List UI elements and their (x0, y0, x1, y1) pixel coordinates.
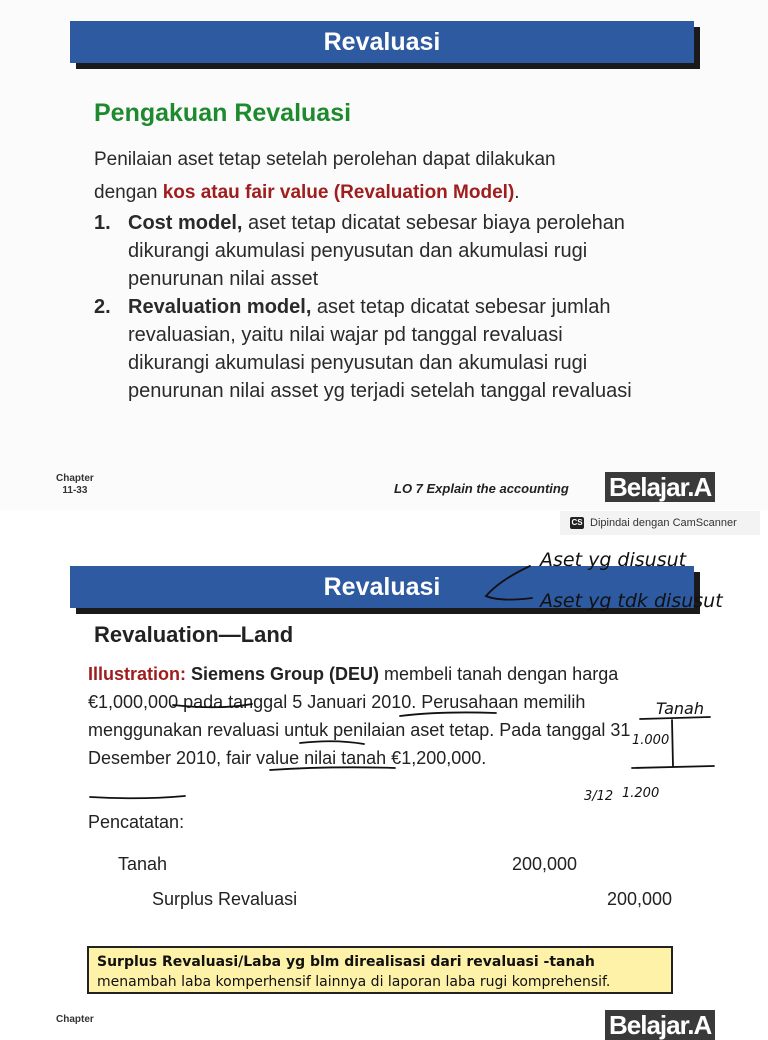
list-item (94, 209, 634, 293)
journal-credit-amount: 200,000 (607, 889, 673, 909)
chapter-word: Chapter (56, 473, 94, 484)
journal-debit-amount: 200,000 (512, 854, 578, 874)
camscanner-watermark (560, 511, 760, 535)
pencatatan-label: Pencatatan: (88, 812, 185, 832)
chapter-number: 11-33 (62, 485, 88, 496)
list-desc: aset tetap dicatat sebesar biaya perolehan dikurangi akumulasi penyusutan dan akumulasi rugi penurunan nilai asset (128, 212, 625, 290)
model-list (94, 209, 634, 405)
list-number: 1. (94, 212, 111, 234)
handwriting-line-1: Aset yg disusut (540, 549, 687, 571)
list-number: 2. (94, 296, 111, 318)
intro-text: dengan (94, 182, 163, 203)
intro-paragraph (94, 143, 654, 209)
chapter-label: Chapter (56, 1014, 94, 1025)
chapter-label (56, 473, 94, 497)
note-line-2: menambah laba komperhensif lainnya di laporan laba rugi komprehensif. (97, 974, 611, 990)
list-item (94, 293, 634, 405)
learning-objective: LO 7 Explain the accounting (394, 481, 569, 496)
intro-highlight: kos atau fair value (Revaluation Model) (162, 182, 515, 203)
list-term: Revaluation model, (128, 296, 312, 318)
handwriting-tanah: Tanah (656, 699, 704, 718)
slide-title: Revaluation—Land (94, 622, 294, 647)
camscanner-text: Dipindai dengan CamScanner (590, 517, 737, 529)
handwriting-line-2: Aset yg tdk disusut (540, 590, 723, 612)
intro-period: . (514, 182, 520, 203)
intro-line-1: Penilaian aset tetap setelah perolehan dapat dilakukan (94, 149, 556, 170)
brand-watermark: Belajar.A (605, 1010, 715, 1040)
handwriting-amount-2: 1.200 (622, 786, 660, 801)
company-name: Siemens Group (DEU) (191, 664, 380, 684)
intro-line-2 (94, 176, 654, 209)
section-title: Pengakuan Revaluasi (94, 99, 352, 127)
slide-banner: Revaluasi (70, 566, 694, 608)
note-box (87, 946, 673, 994)
list-desc: aset tetap dicatat sebesar jumlah revaluasian, yaitu nilai wajar pd tanggal revaluasi dikurangi akumulasi penyusutan dan akumulasi rugi penurunan nilai asset yg terjadi setelah tanggal revaluasi (128, 296, 632, 402)
handwriting-fraction: 3/12 (584, 789, 614, 804)
journal-credit-account: Surplus Revaluasi (152, 889, 298, 909)
brand-watermark: Belajar.A (605, 472, 715, 502)
illustration-text (88, 660, 648, 772)
illustration-body: membeli tanah dengan harga €1,000,000 pada tanggal 5 Januari 2010. Perusahaan memilih menggunakan revaluasi untuk penilaian aset tetap. Pada tanggal 31 Desember 2010, fair value nilai tanah €1,200,000. (88, 664, 631, 768)
slide-banner: Revaluasi (70, 21, 694, 63)
note-line-1: Surplus Revaluasi/Laba yg blm direalisasi dari revaluasi -tanah (97, 954, 595, 970)
handwriting-amount-1: 1.000 (632, 733, 670, 748)
list-term: Cost model, (128, 212, 243, 234)
slide-revaluasi-1 (0, 0, 768, 510)
list-text (128, 209, 634, 293)
journal-debit-account: Tanah (118, 854, 168, 874)
slide-revaluasi-2 (0, 540, 768, 1040)
illustration-label: Illustration: (88, 664, 186, 684)
list-text (128, 293, 634, 405)
camscanner-icon: CS (571, 518, 583, 527)
